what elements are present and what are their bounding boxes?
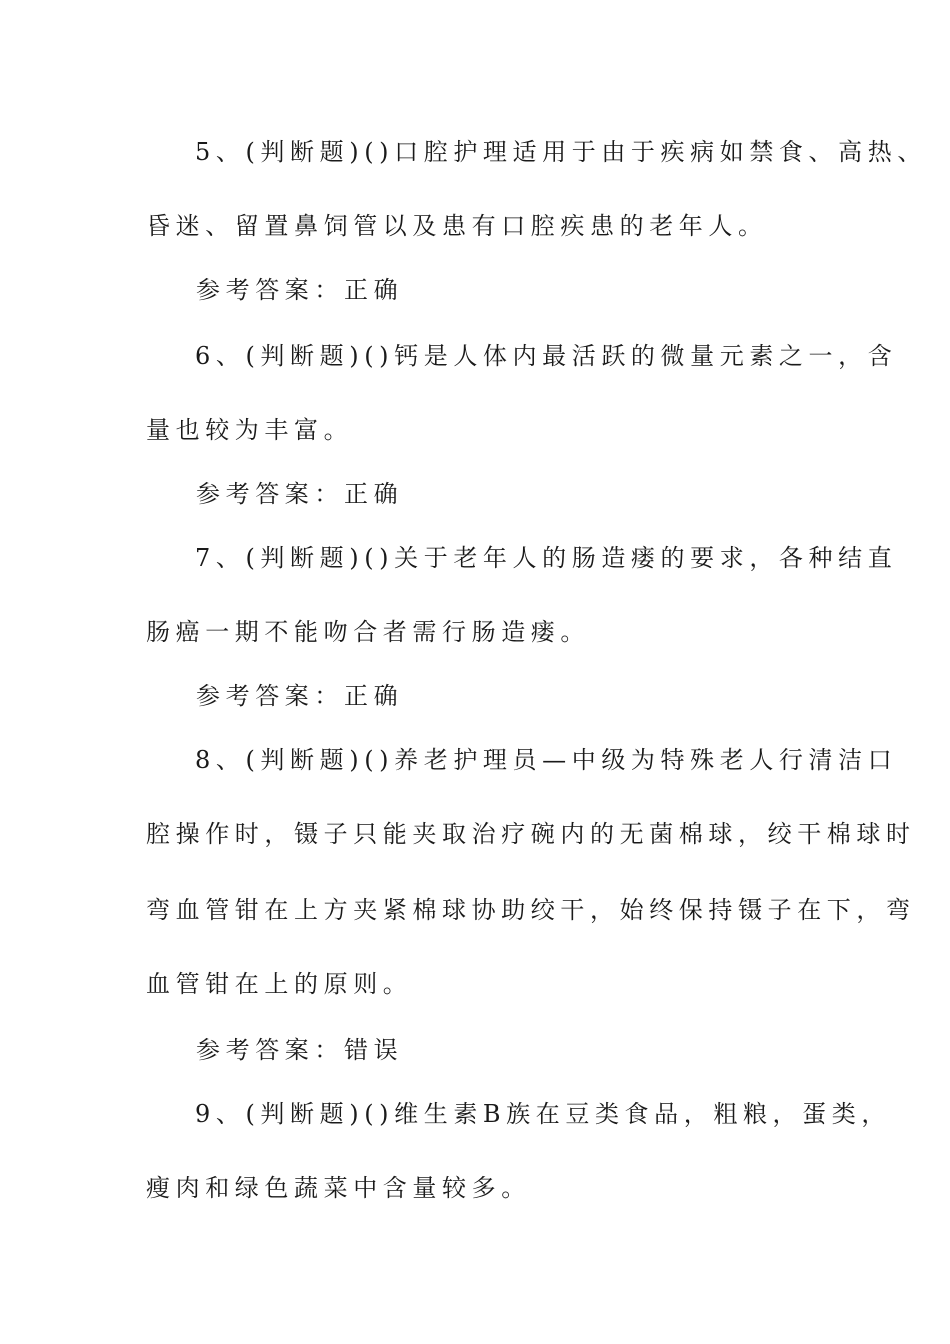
question-5-line-2: 昏迷、留置鼻饲管以及患有口腔疾患的老年人。 <box>146 212 768 240</box>
question-7-answer: 参考答案：正确 <box>196 682 404 710</box>
question-6-answer: 参考答案：正确 <box>196 480 404 508</box>
question-6-line-1: 6、(判断题)()钙是人体内最活跃的微量元素之一，含 <box>195 342 898 370</box>
question-8-line-4: 血管钳在上的原则。 <box>146 970 413 998</box>
question-5-line-1: 5、(判断题)()口腔护理适用于由于疾病如禁食、高热、 <box>195 138 927 166</box>
question-9-line-2: 瘦肉和绿色蔬菜中含量较多。 <box>146 1174 531 1202</box>
question-8-answer: 参考答案：错误 <box>196 1036 404 1064</box>
question-7-line-2: 肠癌一期不能吻合者需行肠造瘘。 <box>146 618 590 646</box>
question-6-line-2: 量也较为丰富。 <box>146 416 354 444</box>
question-8-line-1: 8、(判断题)()养老护理员—中级为特殊老人行清洁口 <box>195 746 898 774</box>
question-5-answer: 参考答案：正确 <box>196 276 404 304</box>
question-8-line-2: 腔操作时，镊子只能夹取治疗碗内的无菌棉球，绞干棉球时 <box>146 820 916 848</box>
question-7-line-1: 7、(判断题)()关于老年人的肠造瘘的要求，各种结直 <box>195 544 898 572</box>
question-9-line-1: 9、(判断题)()维生素B族在豆类食品，粗粮，蛋类， <box>195 1100 891 1128</box>
question-8-line-3: 弯血管钳在上方夹紧棉球协助绞干，始终保持镊子在下，弯 <box>146 896 916 924</box>
